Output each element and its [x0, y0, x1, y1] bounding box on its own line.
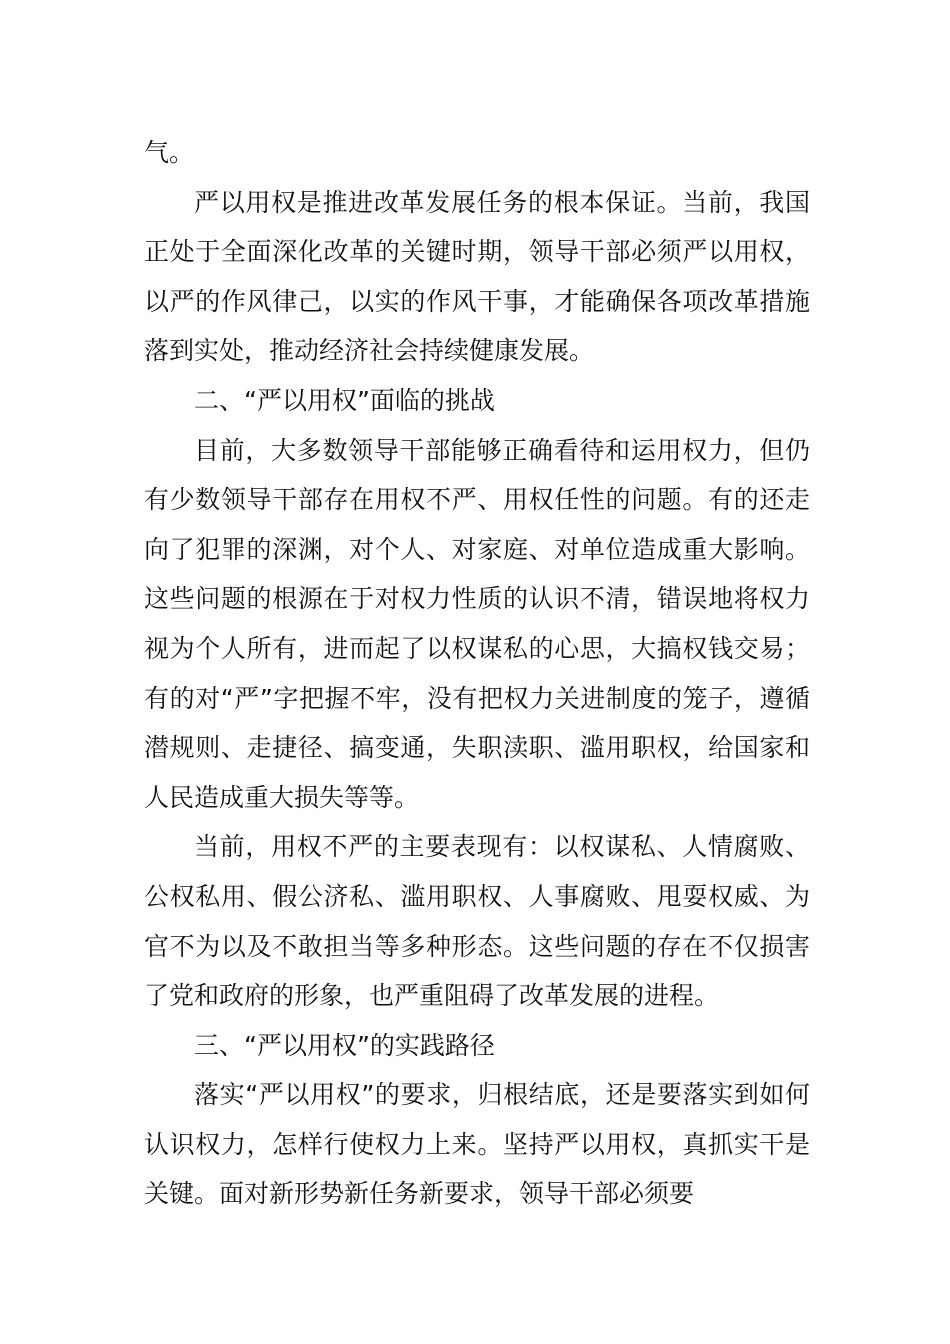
paragraph-main-manifestations: 当前，用权不严的主要表现有：以权谋私、人情腐败、公权私用、假公济私、滥用职权、人事腐败、甩耍权威、为官不为以及不敢担当等多种形态。这些问题的存在不仅损害了党和政府的形象，也严重阻碍了改革发展的进程。	[144, 832, 810, 1011]
paragraph-continuation: 气。	[144, 138, 195, 167]
section-heading-practice-path: 三、“严以用权”的实践路径	[194, 1030, 495, 1060]
paragraph-implementation: 落实“严以用权”的要求，归根结底，还是要落实到如何认识权力，怎样行使权力上来。坚持严以用权，真抓实干是关键。面对新形势新任务新要求，领导干部必须要	[144, 1080, 810, 1209]
document-page	[144, 128, 810, 1219]
paragraph-current-problems: 目前，大多数领导干部能够正确看待和运用权力，但仍有少数领导干部存在用权不严、用权任性的问题。有的还走向了犯罪的深渊，对个人、对家庭、对单位造成重大影响。这些问题的根源在于对权力性质的认识不清，错误地将权力视为个人所有，进而起了以权谋私的心思，大搞权钱交易；有的对“严”字把握不牢，没有把权力关进制度的笼子，遵循潜规则、走捷径、搞变通，失职渎职、滥用职权，给国家和人民造成重大损失等等。	[144, 435, 810, 812]
paragraph-power-guarantee: 严以用权是推进改革发展任务的根本保证。当前，我国正处于全面深化改革的关键时期，领导干部必须严以用权，以严的作风律己，以实的作风干事，才能确保各项改革措施落到实处，推动经济社会持续健康发展。	[144, 187, 810, 366]
section-heading-challenges: 二、“严以用权”面临的挑战	[194, 385, 495, 415]
